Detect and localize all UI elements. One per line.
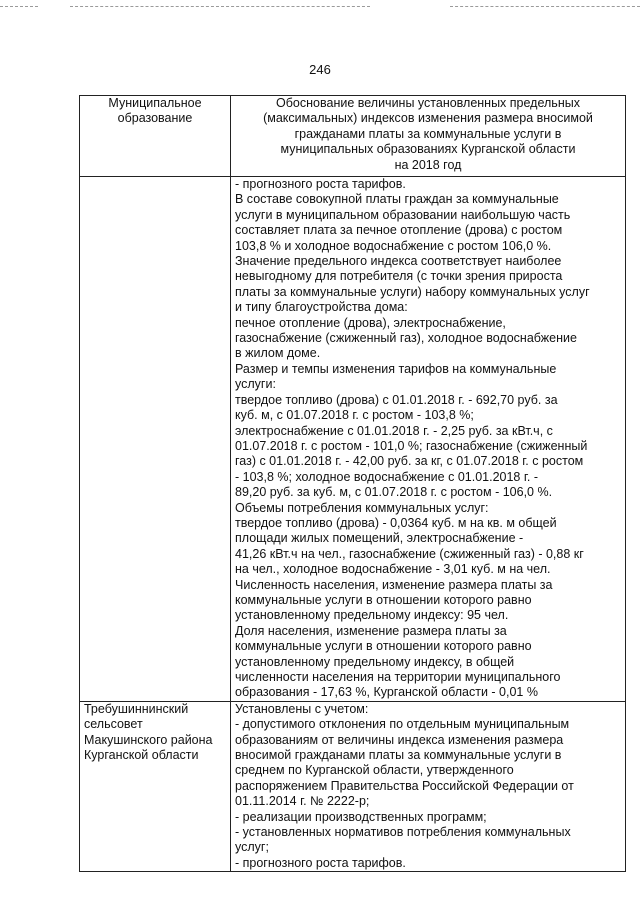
header-line: на 2018 год [394,157,462,172]
justification-cell [231,701,626,871]
text-line: вносимой гражданами платы за коммунальные услуги в [235,748,562,763]
text-line: и типу благоустройства дома: [235,300,408,315]
municipality-cell [80,177,231,702]
text-line: образованиям от величины индекса изменения размера [235,732,564,747]
scan-edge-line [0,6,38,7]
text-line: - установленных нормативов потребления коммунальных [235,825,571,840]
header-justification [231,96,626,177]
text-line: В составе совокупной платы граждан за коммунальные [235,192,559,207]
text-line: услуги в муниципальном образовании наибольшую часть [235,207,571,222]
header-line: (максимальных) индексов изменения размера вносимой [263,111,593,126]
table-header-row [80,96,626,177]
text-line: 01.11.2014 г. № 2222-р; [235,794,370,809]
text-line: Установлены с учетом: [235,701,369,716]
header-line: Обоснование величины установленных предельных [276,96,580,110]
municipality-cell [80,701,231,871]
text-line: 41,26 кВт.ч на чел., газоснабжение (сжиженный газ) - 0,88 кг [235,546,584,561]
header-line: Муниципальное [108,96,202,110]
text-line: коммунальные услуги в отношении которого равно [235,592,532,607]
justification-cell [231,177,626,702]
text-line: платы за коммунальные услуги) набору коммунальных услуг [235,284,590,299]
text-line: твердое топливо (дрова) с 01.01.2018 г. - 692,70 руб. за [235,392,558,407]
table-row [80,701,626,871]
text-line: Макушинского района [84,732,213,747]
text-line: - реализации производственных программ; [235,809,487,824]
text-line: - допустимого отклонения по отдельным муниципальным [235,717,570,732]
text-line: установленному предельному индексу: 95 чел. [235,608,509,623]
scan-edge-line [70,6,370,7]
text-line: электроснабжение с 01.01.2018 г. - 2,25 руб. за кВт.ч, с [235,423,553,438]
text-line: коммунальные услуги в отношении которого равно [235,639,532,654]
text-line: услуги: [235,377,276,392]
text-line: печное отопление (дрова), электроснабжение, [235,315,506,330]
text-line: - 103,8 %; холодное водоснабжение с 01.01.2018 г. - [235,469,538,484]
text-line: 89,20 руб. за куб. м, с 01.07.2018 г. с ростом - 106,0 %. [235,485,553,500]
scan-edge-line [450,6,640,7]
header-line: образование [117,111,193,126]
text-line: газоснабжение (сжиженный газ), холодное водоснабжение [235,331,577,346]
text-line: образования - 17,63 %, Курганской области - 0,01 % [235,685,538,700]
text-line: Значение предельного индекса соответствует наиболее [235,254,562,269]
text-line: 01.07.2018 г. с ростом - 101,0 %; газоснабжение (сжиженный [235,438,588,453]
text-line: Доля населения, изменение размера платы за [235,623,507,638]
page-number: 246 [309,62,331,77]
text-line: Размер и темпы изменения тарифов на коммунальные [235,361,557,376]
text-line: Требушиннинский [84,701,189,716]
text-line: невыгодному для потребителя (с точки зрения прироста [235,269,563,284]
header-municipality [80,96,231,177]
text-line: услуг; [235,840,269,855]
text-line: распоряжением Правительства Российской Федерации от [235,778,574,793]
text-line: - прогнозного роста тарифов. [235,177,406,191]
table-row [80,177,626,702]
text-line: сельсовет [84,717,143,732]
text-line: площади жилых помещений, электроснабжение - [235,531,524,546]
text-line: составляет плата за печное отопление (дрова) с ростом [235,223,563,238]
header-line: муниципальных образованиях Курганской области [280,142,576,157]
justification-table [79,95,626,872]
header-line: гражданами платы за коммунальные услуги в [294,126,562,141]
text-line: численности населения на территории муниципального [235,670,561,684]
text-line: среднем по Курганской области, утвержденного [235,763,514,778]
text-line: в жилом доме. [235,346,321,361]
text-line: на чел., холодное водоснабжение - 3,01 куб. м на чел. [235,562,551,577]
text-line: куб. м, с 01.07.2018 г. с ростом - 103,8 %; [235,408,474,423]
text-line: газ) с 01.01.2018 г. - 42,00 руб. за кг, с 01.07.2018 г. с ростом [235,454,584,469]
text-line: Объемы потребления коммунальных услуг: [235,500,489,515]
text-line: твердое топливо (дрова) - 0,0364 куб. м на кв. м общей [235,515,557,530]
text-line: установленному предельному индексу, в общей [235,654,515,669]
text-line: - прогнозного роста тарифов. [235,855,406,870]
text-line: 103,8 % и холодное водоснабжение с ростом 106,0 %. [235,238,552,253]
text-line: Курганской области [84,748,199,763]
text-line: Численность населения, изменение размера платы за [235,577,553,592]
